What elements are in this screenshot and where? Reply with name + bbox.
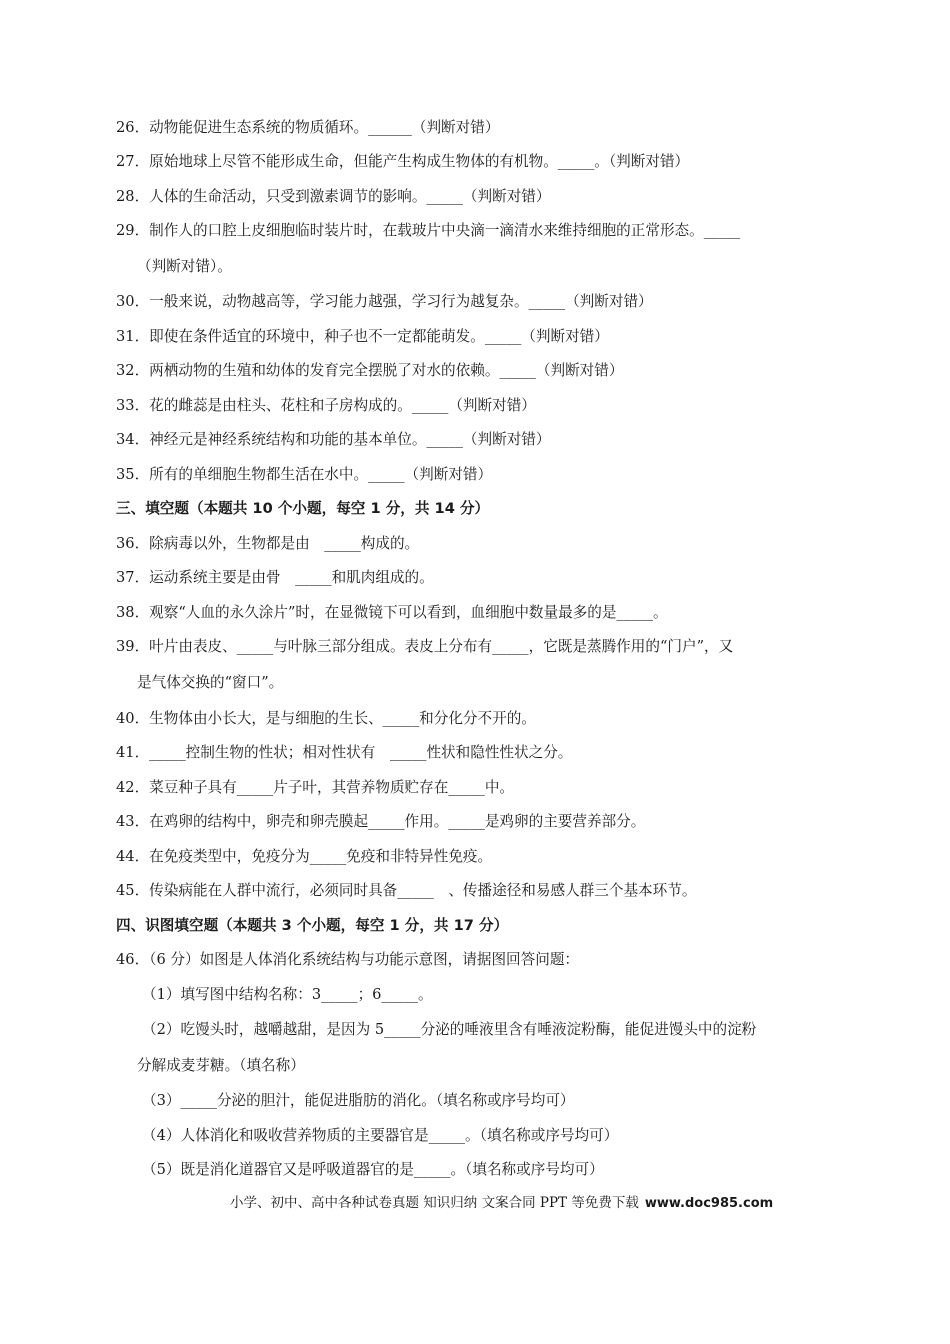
question-31: 31．即使在条件适宜的环境中，种子也不一定都能萌发。_____（判断对错） bbox=[116, 328, 609, 345]
question-46-part-1: （1）填写图中结构名称：3_____；6_____。 bbox=[142, 986, 433, 1003]
question-38: 38．观察“人血的永久涂片”时，在显微镜下可以看到，血细胞中数量最多的是_____。 bbox=[116, 604, 668, 621]
question-40: 40．生物体由小长大，是与细胞的生长、_____和分化分不开的。 bbox=[116, 710, 536, 727]
question-29-continuation: （判断对错）。 bbox=[137, 258, 232, 275]
question-46-part-5: （5）既是消化道器官又是呼吸道器官的是_____。（填名称或序号均可） bbox=[142, 1161, 604, 1178]
question-36: 36．除病毒以外，生物都是由 _____构成的。 bbox=[116, 535, 420, 552]
question-27: 27．原始地球上尽管不能形成生命，但能产生构成生物体的有机物。_____。（判断对错） bbox=[116, 153, 690, 170]
question-35: 35．所有的单细胞生物都生活在水中。_____（判断对错） bbox=[116, 466, 493, 483]
question-32: 32．两栖动物的生殖和幼体的发育完全摆脱了对水的依赖。_____（判断对错） bbox=[116, 362, 624, 379]
question-37: 37．运动系统主要是由骨 _____和肌肉组成的。 bbox=[116, 569, 434, 586]
question-46-part-2-continuation: 分解成麦芽糖。（填名称） bbox=[137, 1057, 305, 1074]
question-46-part-2: （2）吃馒头时，越嚼越甜，是因为 5_____分泌的唾液里含有唾液淀粉酶，能促进馒头中的淀粉 bbox=[142, 1021, 757, 1038]
question-30: 30．一般来说，动物越高等，学习能力越强，学习行为越复杂。_____（判断对错） bbox=[116, 293, 653, 310]
question-44: 44．在免疫类型中，免疫分为_____免疫和非特异性免疫。 bbox=[116, 848, 493, 865]
section-heading-fill-in: 三、填空题（本题共 10 个小题，每空 1 分，共 14 分） bbox=[116, 500, 490, 517]
question-34: 34．神经元是神经系统结构和功能的基本单位。_____（判断对错） bbox=[116, 431, 551, 448]
question-29: 29．制作人的口腔上皮细胞临时装片时，在载玻片中央滴一滴清水来维持细胞的正常形态。_____ bbox=[116, 222, 741, 239]
footer-text: 小学、初中、高中各种试卷真题 知识归纳 文案合同 PPT 等免费下载 bbox=[230, 1195, 639, 1211]
question-33: 33．花的雌蕊是由柱头、花柱和子房构成的。_____（判断对错） bbox=[116, 397, 536, 414]
question-43: 43．在鸡卵的结构中，卵壳和卵壳膜起_____作用。_____是鸡卵的主要营养部分。 bbox=[116, 813, 646, 830]
question-45: 45．传染病能在人群中流行，必须同时具备_____ 、传播途径和易感人群三个基本环节。 bbox=[116, 882, 697, 899]
question-46-part-3: （3）_____分泌的胆汁，能促进脂肪的消化。（填名称或序号均可） bbox=[142, 1092, 575, 1109]
question-39-continuation: 是气体交换的“窗口”。 bbox=[137, 674, 284, 691]
question-42: 42．菜豆种子具有_____片子叶，其营养物质贮存在_____中。 bbox=[116, 779, 515, 796]
question-26: 26．动物能促进生态系统的物质循环。______（判断对错） bbox=[116, 119, 500, 136]
question-46: 46．（6 分）如图是人体消化系统结构与功能示意图，请据图回答问题： bbox=[116, 951, 580, 968]
section-heading-diagram: 四、识图填空题（本题共 3 个小题，每空 1 分，共 17 分） bbox=[116, 917, 509, 934]
question-39: 39．叶片由表皮、_____与叶脉三部分组成。表皮上分布有_____，它既是蒸腾作用的“门户”，又 bbox=[116, 638, 734, 655]
page-footer bbox=[230, 1194, 773, 1213]
footer-url[interactable]: www.doc985.com bbox=[644, 1196, 774, 1211]
question-41: 41．_____控制生物的性状；相对性状有 _____性状和隐性性状之分。 bbox=[116, 744, 573, 761]
question-28: 28．人体的生命活动，只受到激素调节的影响。_____（判断对错） bbox=[116, 188, 551, 205]
question-46-part-4: （4）人体消化和吸收营养物质的主要器官是_____。（填名称或序号均可） bbox=[142, 1127, 619, 1144]
